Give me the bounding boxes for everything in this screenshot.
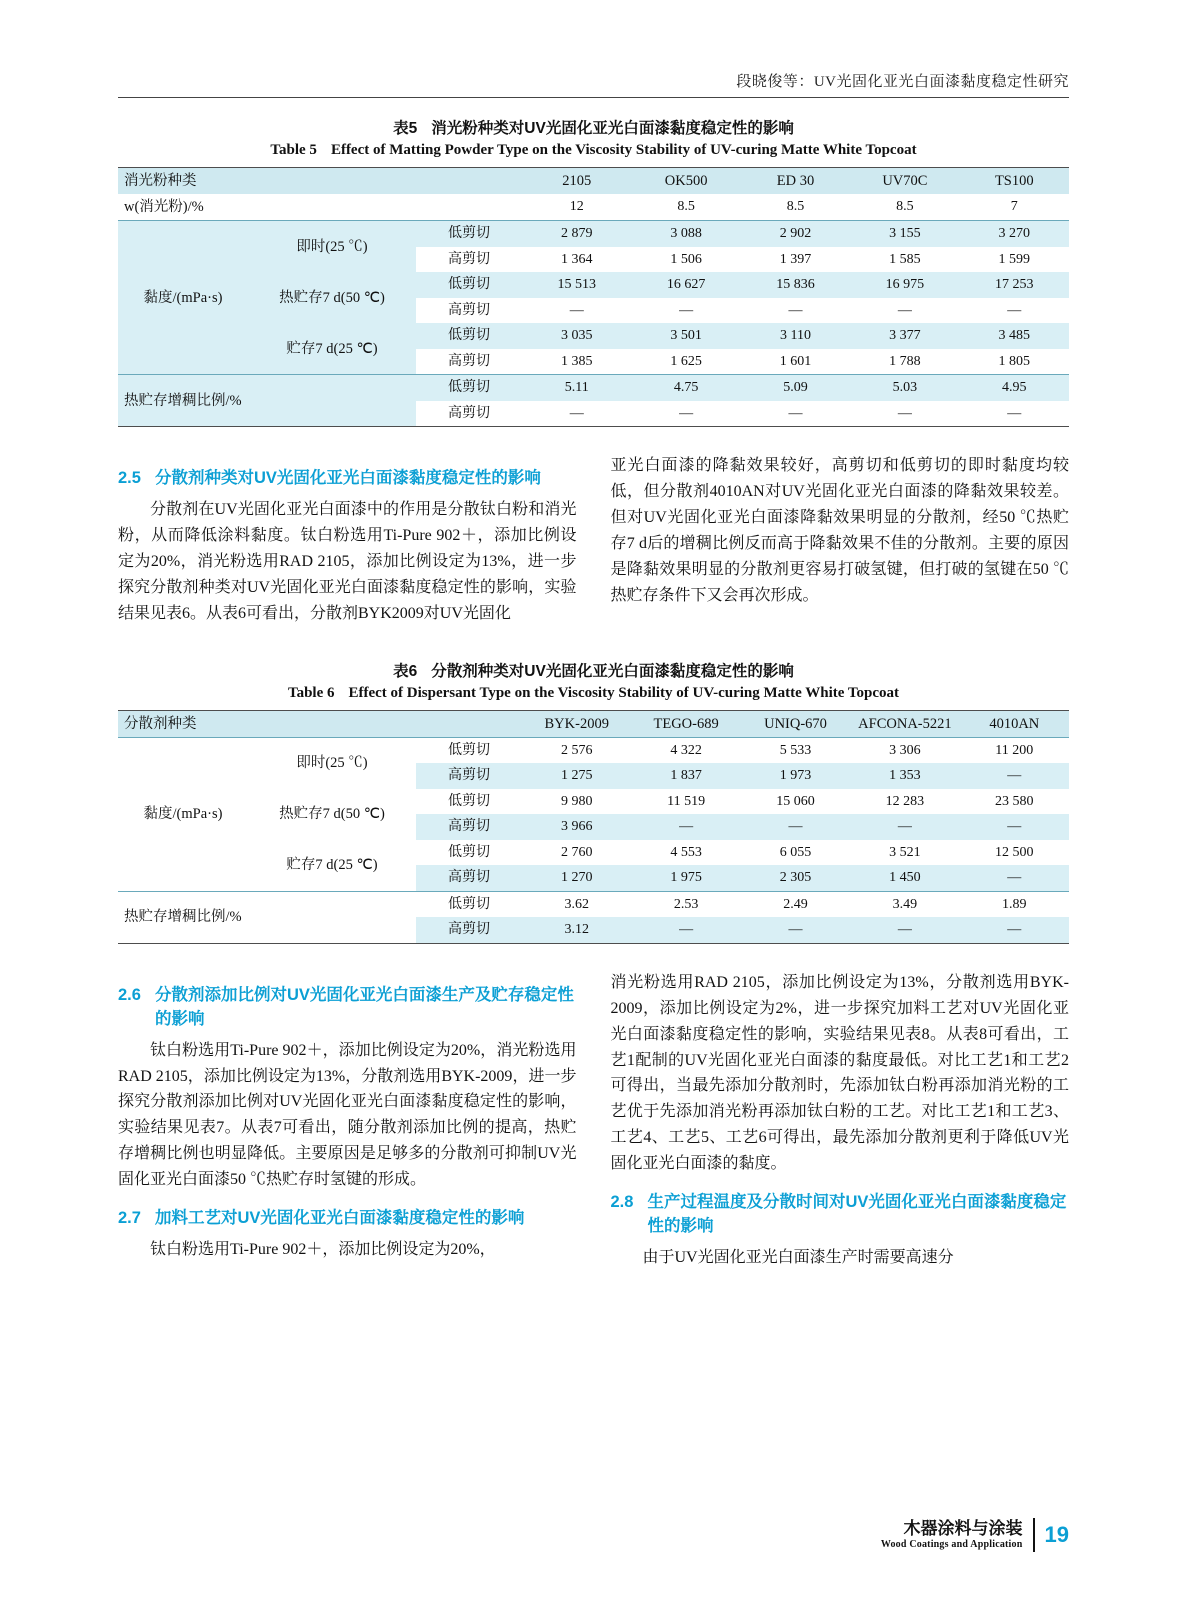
table6-g0-r0-v2: 5 533 [741, 737, 850, 763]
table6-g0-r0-shear: 低剪切 [416, 737, 522, 763]
table5-caption-en [118, 142, 1069, 159]
table5-g1-r1-v0: — [522, 298, 631, 324]
table6-col-4: 4010AN [960, 710, 1069, 737]
table6-g2-r1-v0: 1 270 [522, 865, 631, 891]
table6-col-1: TEGO-689 [631, 710, 740, 737]
table6-g1-r0-v1: 11 519 [631, 789, 740, 815]
table5-g0-r0-v1: 3 088 [631, 221, 740, 247]
table6-caption-en [118, 685, 1069, 702]
page-footer [881, 1518, 1069, 1552]
table6-g1-r1-shear: 高剪切 [416, 814, 522, 840]
table6-g2-r1-v2: 2 305 [741, 865, 850, 891]
table6-ratio-label: 热贮存增稠比例/% [118, 891, 416, 943]
table6-g0-r0-v4: 11 200 [960, 737, 1069, 763]
table5-g2-r1-v3: 1 788 [850, 349, 959, 375]
table5-g1-r1-v3: — [850, 298, 959, 324]
table5-caption-cn-text: 消光粉种类对UV光固化亚光白面漆黏度稳定性的影响 [431, 120, 794, 137]
section-heading-2-7 [118, 1207, 577, 1231]
section-number-2-6: 2.6 [118, 985, 141, 1004]
table5-g0-r0-v4: 3 270 [960, 221, 1069, 247]
table-row [118, 194, 1069, 221]
table6-g1-r0-v3: 12 283 [850, 789, 959, 815]
table5-caption-cn-number: 表5 [393, 120, 418, 137]
table5-col-1: OK500 [631, 168, 740, 195]
table6-head-label: 分散剂种类 [118, 710, 522, 737]
table5-ratio-r1-v2: — [741, 401, 850, 427]
table5-g2-r1-v1: 1 625 [631, 349, 740, 375]
table6-g0-r1-v4: — [960, 763, 1069, 789]
table5-ratio-r0-v2: 5.09 [741, 375, 850, 401]
table5-g0-r0-v2: 2 902 [741, 221, 850, 247]
section-heading-2-8 [611, 1191, 1070, 1239]
table5-g1-r0-v1: 16 627 [631, 272, 740, 298]
text-columns-2 [118, 970, 1069, 1273]
paragraph-2-6-right: 消光粉选用RAD 2105，添加比例设定为13%，分散剂选用BYK-2009，添加比例设定为2%，进一步探究加料工艺对UV光固化亚光白面漆黏度稳定性的影响，实验结果见表8。从表8可看出，工艺1配制的UV光固化亚光白面漆的黏度最低。对比工艺1和工艺2可得出，当最先添加分散剂时，先添加钛白粉再添加消光粉的工艺优于先添加消光粉再添加钛白粉的工艺。对比工艺1和工艺3、工艺4、工艺5、工艺6可得出，最先添加分散剂更利于降低UV光固化亚光白面漆的黏度。 [610, 973, 1069, 1173]
table5-g1-r0-v0: 15 513 [522, 272, 631, 298]
table6-g1-r1-v1: — [631, 814, 740, 840]
table5-g1-r0-shear: 低剪切 [416, 272, 522, 298]
table6-g2-r1-shear: 高剪切 [416, 865, 522, 891]
table5-ratio-label: 热贮存增稠比例/% [118, 375, 416, 427]
table-row [118, 840, 1069, 866]
table-row [118, 375, 1069, 401]
table6-caption-en-number: Table 6 [287, 684, 335, 701]
page-number: 19 [1044, 1522, 1069, 1547]
table-row [118, 891, 1069, 917]
table5-g0-r0-shear: 低剪切 [416, 221, 522, 247]
table5-g2-r1-shear: 高剪切 [416, 349, 522, 375]
table5-col-4: TS100 [960, 168, 1069, 195]
column-left-2 [118, 970, 577, 1273]
table5-ratio-r1-v0: — [522, 401, 631, 427]
table6-g2-r1-v3: 1 450 [850, 865, 959, 891]
footer-divider [1033, 1518, 1035, 1552]
table5-g2-r1-v2: 1 601 [741, 349, 850, 375]
table5-ratio-r1-v1: — [631, 401, 740, 427]
table5-g2-r0-v1: 3 501 [631, 323, 740, 349]
table5-group-0-label: 即时(25 ℃) [248, 221, 416, 273]
table5-dosage-label: w(消光粉)/% [118, 194, 522, 221]
table5-g1-r1-v4: — [960, 298, 1069, 324]
table6-ratio-r0-v3: 3.49 [850, 891, 959, 917]
table6-block [118, 659, 1069, 944]
table5 [118, 167, 1069, 427]
table5-g2-r0-v4: 3 485 [960, 323, 1069, 349]
table6-g2-r0-shear: 低剪切 [416, 840, 522, 866]
table6-g0-r0-v1: 4 322 [631, 737, 740, 763]
paragraph-2-8: 由于UV光固化亚光白面漆生产时需要高速分 [642, 1248, 954, 1266]
table6 [118, 710, 1069, 944]
table6-g2-r0-v4: 12 500 [960, 840, 1069, 866]
table5-group-2-label: 贮存7 d(25 ℃) [248, 323, 416, 375]
table5-viscosity-label: 黏度/(mPa·s) [118, 221, 248, 375]
table6-ratio-r1-v3: — [850, 917, 959, 943]
journal-name-block [881, 1519, 1023, 1550]
header-rule [118, 97, 1069, 98]
journal-name-en: Wood Coatings and Application [880, 1539, 1023, 1551]
table5-g0-r1-shear: 高剪切 [416, 247, 522, 273]
table5-g0-r0-v0: 2 879 [522, 221, 631, 247]
section-number-2-5: 2.5 [118, 469, 141, 488]
table6-g0-r1-v1: 1 837 [631, 763, 740, 789]
table5-g0-r1-v1: 1 506 [631, 247, 740, 273]
table-row [118, 221, 1069, 247]
table5-g0-r1-v3: 1 585 [850, 247, 959, 273]
table-row [118, 710, 1069, 737]
table5-g2-r0-v2: 3 110 [741, 323, 850, 349]
table6-g2-r0-v3: 3 521 [850, 840, 959, 866]
table6-group-2-label: 贮存7 d(25 ℃) [248, 840, 416, 892]
section-title-2-8: 生产过程温度及分散时间对UV光固化亚光白面漆黏度稳定性的影响 [647, 1193, 1067, 1235]
table6-g0-r1-v2: 1 973 [741, 763, 850, 789]
table6-g2-r1-v4: — [960, 865, 1069, 891]
table6-ratio-r1-v1: — [631, 917, 740, 943]
table-row [118, 272, 1069, 298]
table5-ratio-r1-v3: — [850, 401, 959, 427]
paragraph-2-6: 钛白粉选用Ti-Pure 902＋，添加比例设定为20%，消光粉选用RAD 2105，添加比例设定为13%，分散剂选用BYK-2009，进一步探究分散剂添加比例对UV光固化亚光白面漆黏度稳定性的影响，实验结果见表7。从表7可看出，随分散剂添加比例的提高，热贮存增稠比例也明显降低。主要原因是足够多的分散剂可抑制UV光固化亚光白面漆50 ℃热贮存时氢键的形成。 [118, 1041, 577, 1189]
table6-ratio-r1-v4: — [960, 917, 1069, 943]
running-head: 段晓俊等：UV光固化亚光白面漆黏度稳定性研究 [736, 74, 1069, 90]
table6-g0-r1-shear: 高剪切 [416, 763, 522, 789]
table5-g0-r1-v2: 1 397 [741, 247, 850, 273]
table6-g1-r1-v2: — [741, 814, 850, 840]
table5-ratio-r0-v3: 5.03 [850, 375, 959, 401]
table6-g1-r1-v0: 3 966 [522, 814, 631, 840]
table6-g0-r1-v0: 1 275 [522, 763, 631, 789]
table6-col-0: BYK-2009 [522, 710, 631, 737]
table6-ratio-r1-shear: 高剪切 [416, 917, 522, 943]
table5-ratio-r0-v0: 5.11 [522, 375, 631, 401]
table6-ratio-r0-v4: 1.89 [960, 891, 1069, 917]
table6-g1-r0-shear: 低剪切 [416, 789, 522, 815]
table6-g1-r1-v3: — [850, 814, 959, 840]
section-number-2-7: 2.7 [118, 1209, 141, 1228]
table6-g0-r0-v0: 2 576 [522, 737, 631, 763]
table6-caption-cn-text: 分散剂种类对UV光固化亚光白面漆黏度稳定性的影响 [431, 662, 794, 680]
table5-g1-r0-v2: 15 836 [741, 272, 850, 298]
table-row [118, 789, 1069, 815]
section-title-2-6: 分散剂添加比例对UV光固化亚光白面漆生产及贮存稳定性的影响 [154, 985, 574, 1028]
table5-g2-r0-shear: 低剪切 [416, 323, 522, 349]
table6-viscosity-label: 黏度/(mPa·s) [118, 737, 248, 891]
table6-g2-r0-v2: 6 055 [741, 840, 850, 866]
table6-g0-r0-v3: 3 306 [850, 737, 959, 763]
table6-g1-r0-v2: 15 060 [741, 789, 850, 815]
journal-name-cn: 木器涂料与涂装 [903, 1519, 1023, 1539]
section-number-2-8: 2.8 [610, 1193, 634, 1212]
table6-ratio-r0-shear: 低剪切 [416, 891, 522, 917]
table5-dosage-1: 8.5 [631, 194, 740, 221]
table5-caption-en-text: Effect of Matting Powder Type on the Viscosity Stability of UV-curing Matte White Topcoat [330, 142, 917, 158]
table6-g0-r1-v3: 1 353 [850, 763, 959, 789]
table5-ratio-r0-shear: 低剪切 [416, 375, 522, 401]
table6-g1-r1-v4: — [960, 814, 1069, 840]
table5-ratio-r1-shear: 高剪切 [416, 401, 522, 427]
table5-g0-r1-v0: 1 364 [522, 247, 631, 273]
section-heading-2-5 [118, 467, 577, 491]
table5-g1-r1-v1: — [631, 298, 740, 324]
table6-group-0-label: 即时(25 ℃) [248, 737, 416, 789]
table5-g1-r0-v4: 17 253 [960, 272, 1069, 298]
table5-g2-r1-v0: 1 385 [522, 349, 631, 375]
paragraph-2-5-right: 亚光白面漆的降黏效果较好，高剪切和低剪切的即时黏度均较低，但分散剂4010AN对UV光固化亚光白面漆的降黏效果较差。但对UV光固化亚光白面漆降黏效果明显的分散剂，经50 ℃热贮存7 d后的增稠比例反而高于降黏效果不佳的分散剂。主要的原因是降黏效果明显的分散剂更容易打破氢键，但打破的氢键在50 ℃热贮存条件下又会再次形成。 [610, 457, 1069, 604]
table6-caption-cn [118, 659, 1069, 681]
table-row [118, 737, 1069, 763]
table5-col-0: 2105 [522, 168, 631, 195]
table6-col-2: UNIQ-670 [741, 710, 850, 737]
table5-dosage-2: 8.5 [741, 194, 850, 221]
table6-g1-r0-v0: 9 980 [522, 789, 631, 815]
column-right-1 [611, 453, 1070, 628]
table6-group-1-label: 热贮存7 d(50 ℃) [248, 789, 416, 840]
table5-g1-r1-v2: — [741, 298, 850, 324]
table6-ratio-r1-v2: — [741, 917, 850, 943]
paragraph-2-5-left: 分散剂在UV光固化亚光白面漆中的作用是分散钛白粉和消光粉，从而降低涂料黏度。钛白粉选用Ti-Pure 902＋，添加比例设定为20%，消光粉选用RAD 2105，添加比例设定为13%，进一步探究分散剂种类对UV光固化亚光白面漆黏度稳定性的影响，实验结果见表6。从表6可看出，分散剂BYK2009对UV光固化 [118, 501, 577, 622]
table6-ratio-r0-v1: 2.53 [631, 891, 740, 917]
table-row [118, 323, 1069, 349]
table5-g1-r1-shear: 高剪切 [416, 298, 522, 324]
table6-g1-r0-v4: 23 580 [960, 789, 1069, 815]
table5-g2-r0-v3: 3 377 [850, 323, 959, 349]
table5-dosage-0: 12 [522, 194, 631, 221]
table5-caption-cn [118, 116, 1069, 138]
table5-ratio-r1-v4: — [960, 401, 1069, 427]
table5-g1-r0-v3: 16 975 [850, 272, 959, 298]
table5-dosage-4: 7 [960, 194, 1069, 221]
table6-g2-r0-v0: 2 760 [522, 840, 631, 866]
paragraph-2-7: 钛白粉选用Ti-Pure 902＋，添加比例设定为20%， [150, 1241, 496, 1259]
table5-g2-r1-v4: 1 805 [960, 349, 1069, 375]
table5-col-2: ED 30 [741, 168, 850, 195]
table6-ratio-r0-v2: 2.49 [741, 891, 850, 917]
table6-g2-r1-v1: 1 975 [631, 865, 740, 891]
table6-col-3: AFCONA-5221 [850, 710, 959, 737]
table6-ratio-r0-v0: 3.62 [522, 891, 631, 917]
table5-g0-r1-v4: 1 599 [960, 247, 1069, 273]
text-columns-1 [118, 453, 1069, 628]
column-right-2 [611, 970, 1070, 1273]
table6-caption-en-text: Effect of Dispersant Type on the Viscosity Stability of UV-curing Matte White Topcoat [348, 684, 900, 701]
table5-block [118, 116, 1069, 427]
table6-ratio-r1-v0: 3.12 [522, 917, 631, 943]
table-row [118, 168, 1069, 195]
table5-head-label: 消光粉种类 [118, 168, 522, 195]
table5-col-3: UV70C [850, 168, 959, 195]
table5-caption-en-number: Table 5 [270, 142, 317, 158]
table5-ratio-r0-v4: 4.95 [960, 375, 1069, 401]
column-left-1 [118, 453, 577, 628]
section-title-2-7: 加料工艺对UV光固化亚光白面漆黏度稳定性的影响 [154, 1209, 525, 1228]
table5-g0-r0-v3: 3 155 [850, 221, 959, 247]
section-title-2-5: 分散剂种类对UV光固化亚光白面漆黏度稳定性的影响 [154, 469, 541, 488]
table5-ratio-r0-v1: 4.75 [631, 375, 740, 401]
table5-g2-r0-v0: 3 035 [522, 323, 631, 349]
section-heading-2-6 [118, 984, 577, 1032]
table5-dosage-3: 8.5 [850, 194, 959, 221]
table6-caption-cn-number: 表6 [393, 662, 418, 680]
table5-group-1-label: 热贮存7 d(50 ℃) [248, 272, 416, 323]
table6-g2-r0-v1: 4 553 [631, 840, 740, 866]
